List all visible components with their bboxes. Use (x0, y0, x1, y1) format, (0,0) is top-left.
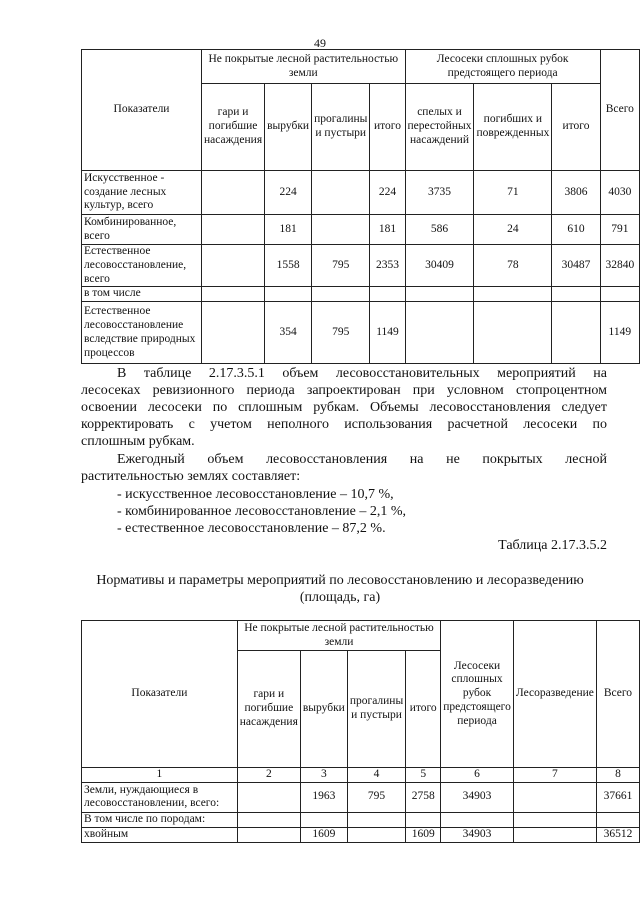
column-number: 2 (237, 768, 300, 783)
table-row (82, 827, 640, 842)
cell: 224 (265, 171, 312, 215)
header-glades: прогалины и пустыри (312, 84, 370, 171)
cell (513, 782, 596, 812)
cell (441, 812, 514, 827)
column-number: 3 (300, 768, 347, 783)
header-burned: гари и погибшие насаждения (237, 651, 300, 768)
reforestation-table-2 (81, 620, 640, 843)
paragraph-2-line-2: растительностью землях составляет: (81, 469, 301, 484)
row-label: Комбинированное, всего (82, 215, 202, 245)
cell (237, 812, 300, 827)
column-number: 8 (596, 768, 639, 783)
header-total-all: Всего (600, 50, 639, 171)
header-clearcut-areas: Лесосеки сплошных рубок предстоящего периода (405, 50, 600, 84)
header-cuttings: вырубки (265, 84, 312, 171)
cell: 3735 (405, 171, 474, 215)
row-label: Естественное лесовосстановление, всего (82, 245, 202, 287)
reforestation-table-1 (81, 49, 640, 364)
cell: 586 (405, 215, 474, 245)
cell (405, 287, 474, 302)
table-row (82, 782, 640, 812)
cell: 224 (370, 171, 405, 215)
paragraph-1-line-2: лесосеках ревизионного периода запроектирован при условном стопроцентном (81, 383, 607, 398)
cell (474, 287, 552, 302)
cell: 24 (474, 215, 552, 245)
header-subtotal-2: итого (552, 84, 600, 171)
header-damaged: погибших и поврежденных (474, 84, 552, 171)
cell: 78 (474, 245, 552, 287)
table-title-line-1: Нормативы и параметры мероприятий по лесовосстановлению и лесоразведению (96, 573, 584, 588)
table-row (82, 302, 640, 364)
cell: 32840 (600, 245, 639, 287)
header-cuttings: вырубки (300, 651, 347, 768)
row-label: хвойным (82, 827, 238, 842)
header-subtotal: итого (406, 651, 441, 768)
cell: 30409 (405, 245, 474, 287)
cell: 1963 (300, 782, 347, 812)
cell: 1558 (265, 245, 312, 287)
column-number: 4 (347, 768, 405, 783)
bullet-natural: - естественное лесовосстановление – 87,2 %. (117, 521, 386, 536)
cell (202, 245, 265, 287)
cell (202, 171, 265, 215)
cell: 2758 (406, 782, 441, 812)
table-row (82, 171, 640, 215)
cell: 71 (474, 171, 552, 215)
cell (312, 287, 370, 302)
cell (312, 215, 370, 245)
row-label: в том числе (82, 287, 202, 302)
cell (202, 302, 265, 364)
paragraph-1-line-4: корректировать с учетом неполного использования расчетной лесосеки по (81, 417, 607, 432)
cell: 4030 (600, 171, 639, 215)
cell (237, 782, 300, 812)
table-row (82, 215, 640, 245)
row-label: Земли, нуждающиеся в лесовосстановлении, всего: (82, 782, 238, 812)
cell: 1149 (600, 302, 639, 364)
cell: 3806 (552, 171, 600, 215)
cell (202, 215, 265, 245)
cell: 36512 (596, 827, 639, 842)
header-clearcut-areas: Лесосеки сплошных рубок предстоящего периода (441, 621, 514, 768)
cell (513, 827, 596, 842)
cell: 1609 (406, 827, 441, 842)
table-row (82, 287, 640, 302)
table-caption: Таблица 2.17.3.5.2 (498, 538, 607, 553)
cell: 2353 (370, 245, 405, 287)
cell: 34903 (441, 827, 514, 842)
column-number: 7 (513, 768, 596, 783)
header-unforested-lands: Не покрытые лесной растительностью земли (202, 50, 406, 84)
cell (237, 827, 300, 842)
bullet-combined: - комбинированное лесовосстановление – 2,1 %, (117, 504, 406, 519)
header-unforested-lands: Не покрытые лесной растительностью земли (237, 621, 440, 651)
column-number: 5 (406, 768, 441, 783)
row-label: Естественное лесовосстановление вследствие природных процессов (82, 302, 202, 364)
header-indicators: Показатели (82, 50, 202, 171)
cell (312, 171, 370, 215)
cell (552, 302, 600, 364)
table-title-line-2: (площадь, га) (299, 590, 381, 605)
cell: 791 (600, 215, 639, 245)
header-mature: спелых и перестойных насаждений (405, 84, 474, 171)
header-total-all: Всего (596, 621, 639, 768)
paragraph-2-line-1: Ежегодный объем лесовосстановления на не покрытых лесной (117, 452, 607, 467)
row-label: В том числе по породам: (82, 812, 238, 827)
column-number: 6 (441, 768, 514, 783)
cell (600, 287, 639, 302)
cell (474, 302, 552, 364)
cell (347, 812, 405, 827)
cell: 1609 (300, 827, 347, 842)
paragraph-1-line-5: сплошным рубкам. (81, 434, 195, 449)
cell: 354 (265, 302, 312, 364)
cell: 795 (347, 782, 405, 812)
row-label: Искусственное - создание лесных культур, всего (82, 171, 202, 215)
header-burned: гари и погибшие насаждения (202, 84, 265, 171)
page-number: 49 (314, 36, 326, 50)
cell: 795 (312, 245, 370, 287)
cell (300, 812, 347, 827)
cell (370, 287, 405, 302)
header-afforestation: Лесоразведение (513, 621, 596, 768)
cell: 1149 (370, 302, 405, 364)
table-row (82, 245, 640, 287)
cell (596, 812, 639, 827)
cell: 610 (552, 215, 600, 245)
cell (513, 812, 596, 827)
cell: 181 (370, 215, 405, 245)
column-numbers-row (82, 768, 640, 783)
paragraph-1-line-3: освоении лесосеки по сплошным рубкам. Объемы лесовосстановления следует (81, 400, 607, 415)
bullet-artificial: - искусственное лесовосстановление – 10,7 %, (117, 487, 394, 502)
cell (347, 827, 405, 842)
cell: 181 (265, 215, 312, 245)
cell (552, 287, 600, 302)
table-row (82, 812, 640, 827)
column-number: 1 (82, 768, 238, 783)
header-indicators: Показатели (82, 621, 238, 768)
cell (406, 812, 441, 827)
cell: 795 (312, 302, 370, 364)
header-subtotal-1: итого (370, 84, 405, 171)
cell: 34903 (441, 782, 514, 812)
paragraph-1-line-1: В таблице 2.17.3.5.1 объем лесовосстановительных мероприятий на (117, 366, 607, 381)
cell: 37661 (596, 782, 639, 812)
cell (265, 287, 312, 302)
cell (202, 287, 265, 302)
header-glades: прогалины и пустыри (347, 651, 405, 768)
cell (405, 302, 474, 364)
cell: 30487 (552, 245, 600, 287)
